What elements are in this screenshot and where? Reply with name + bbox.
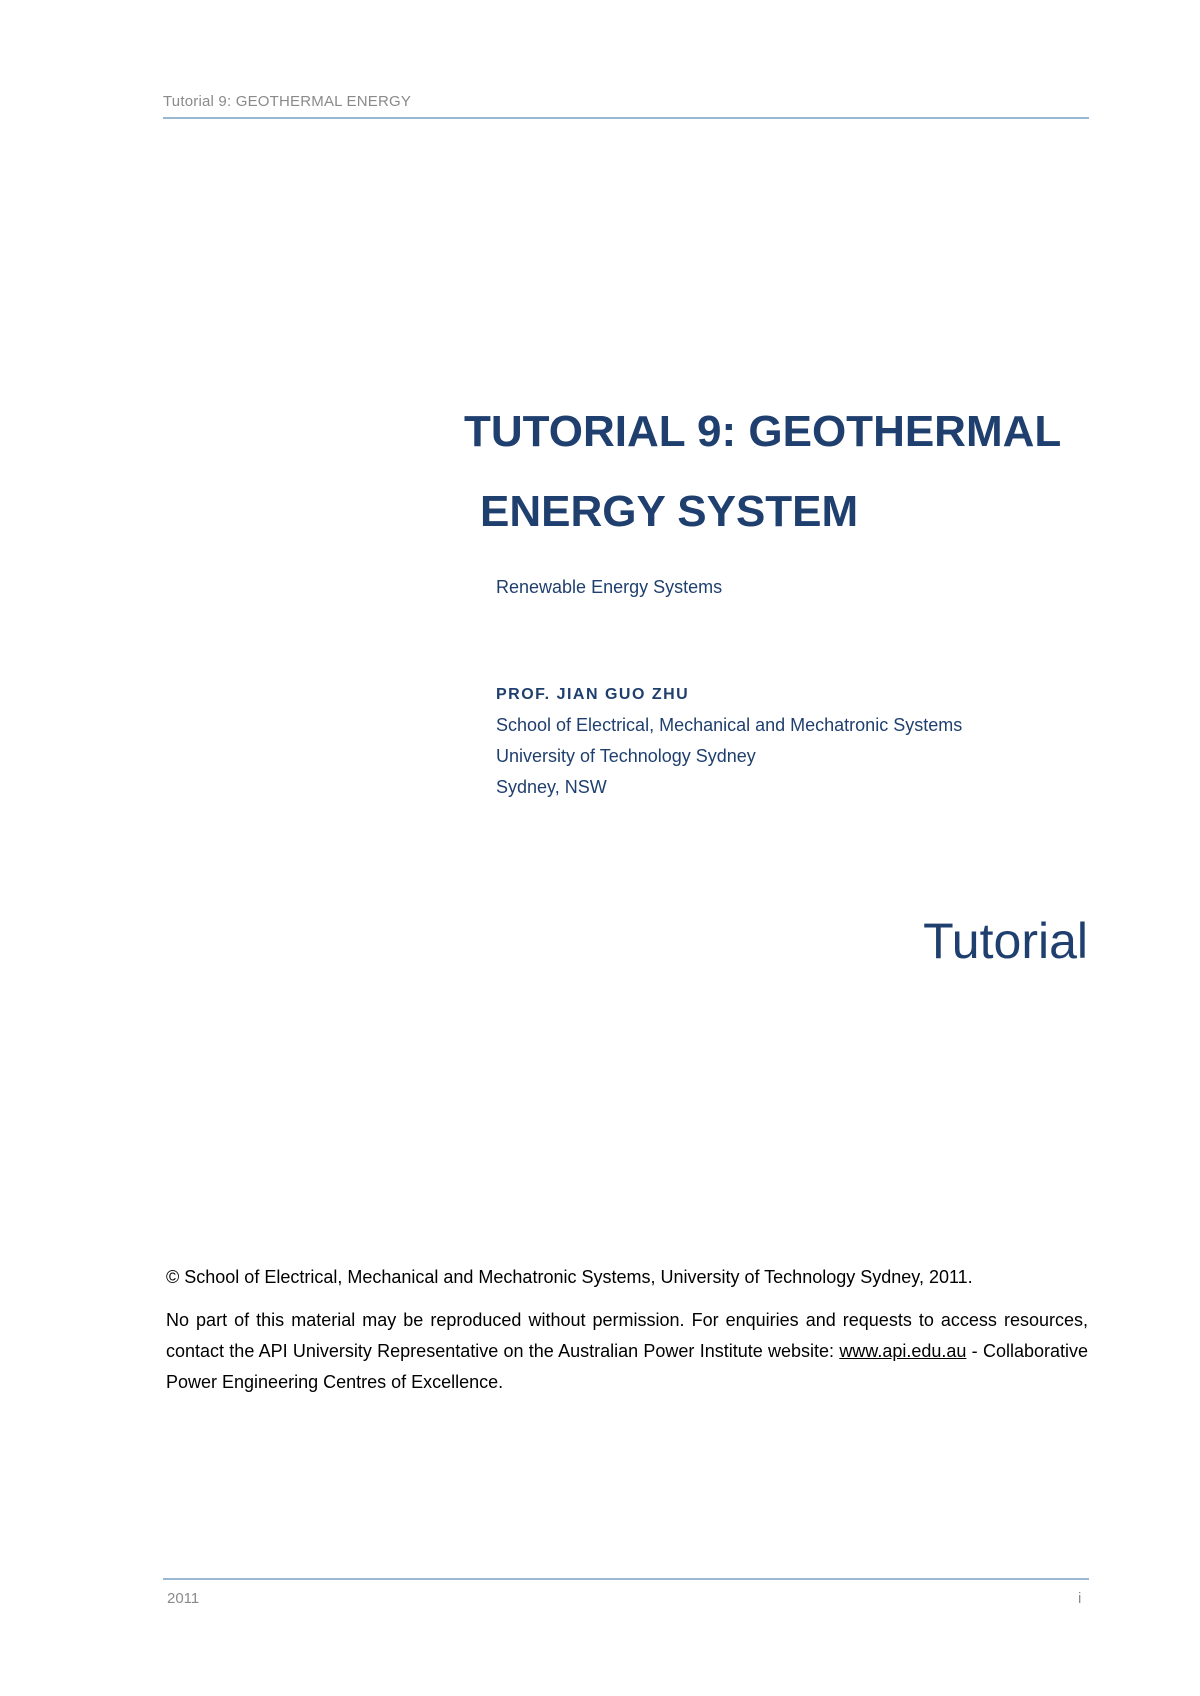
title-line-1: TUTORIAL 9: GEOTHERMAL <box>464 407 1062 456</box>
author-name: PROF. JIAN GUO ZHU <box>496 686 690 703</box>
document-type: Tutorial <box>923 913 1088 969</box>
copyright-block <box>166 1262 1088 1398</box>
permission-notice <box>166 1305 1088 1398</box>
copyright-line: © School of Electrical, Mechanical and Mechatronic Systems, University of Technology Sydney, 2011. <box>166 1267 973 1287</box>
subtitle: Renewable Energy Systems <box>496 577 723 597</box>
permission-tail: - Collaborative Power Engineering Centres of Excellence. <box>166 1341 1088 1392</box>
author-university: University of Technology Sydney <box>496 746 756 766</box>
permission-text: No part of this material may be reproduced without permission. For enquiries and requests to access resources, contact the API University Representative on the Australian Power Institute website: <box>166 1310 1088 1361</box>
running-header: Tutorial 9: GEOTHERMAL ENERGY <box>163 93 412 110</box>
footer-divider <box>163 1578 1089 1580</box>
author-school: School of Electrical, Mechanical and Mechatronic Systems <box>496 715 963 735</box>
footer-page-number: i <box>1078 1590 1082 1607</box>
api-website-link[interactable]: www.api.edu.au <box>839 1341 967 1361</box>
header-divider <box>163 117 1089 119</box>
author-block <box>496 679 962 803</box>
author-location: Sydney, NSW <box>496 777 607 797</box>
title-line-2: ENERGY SYSTEM <box>480 487 859 536</box>
footer-year: 2011 <box>167 1590 200 1607</box>
